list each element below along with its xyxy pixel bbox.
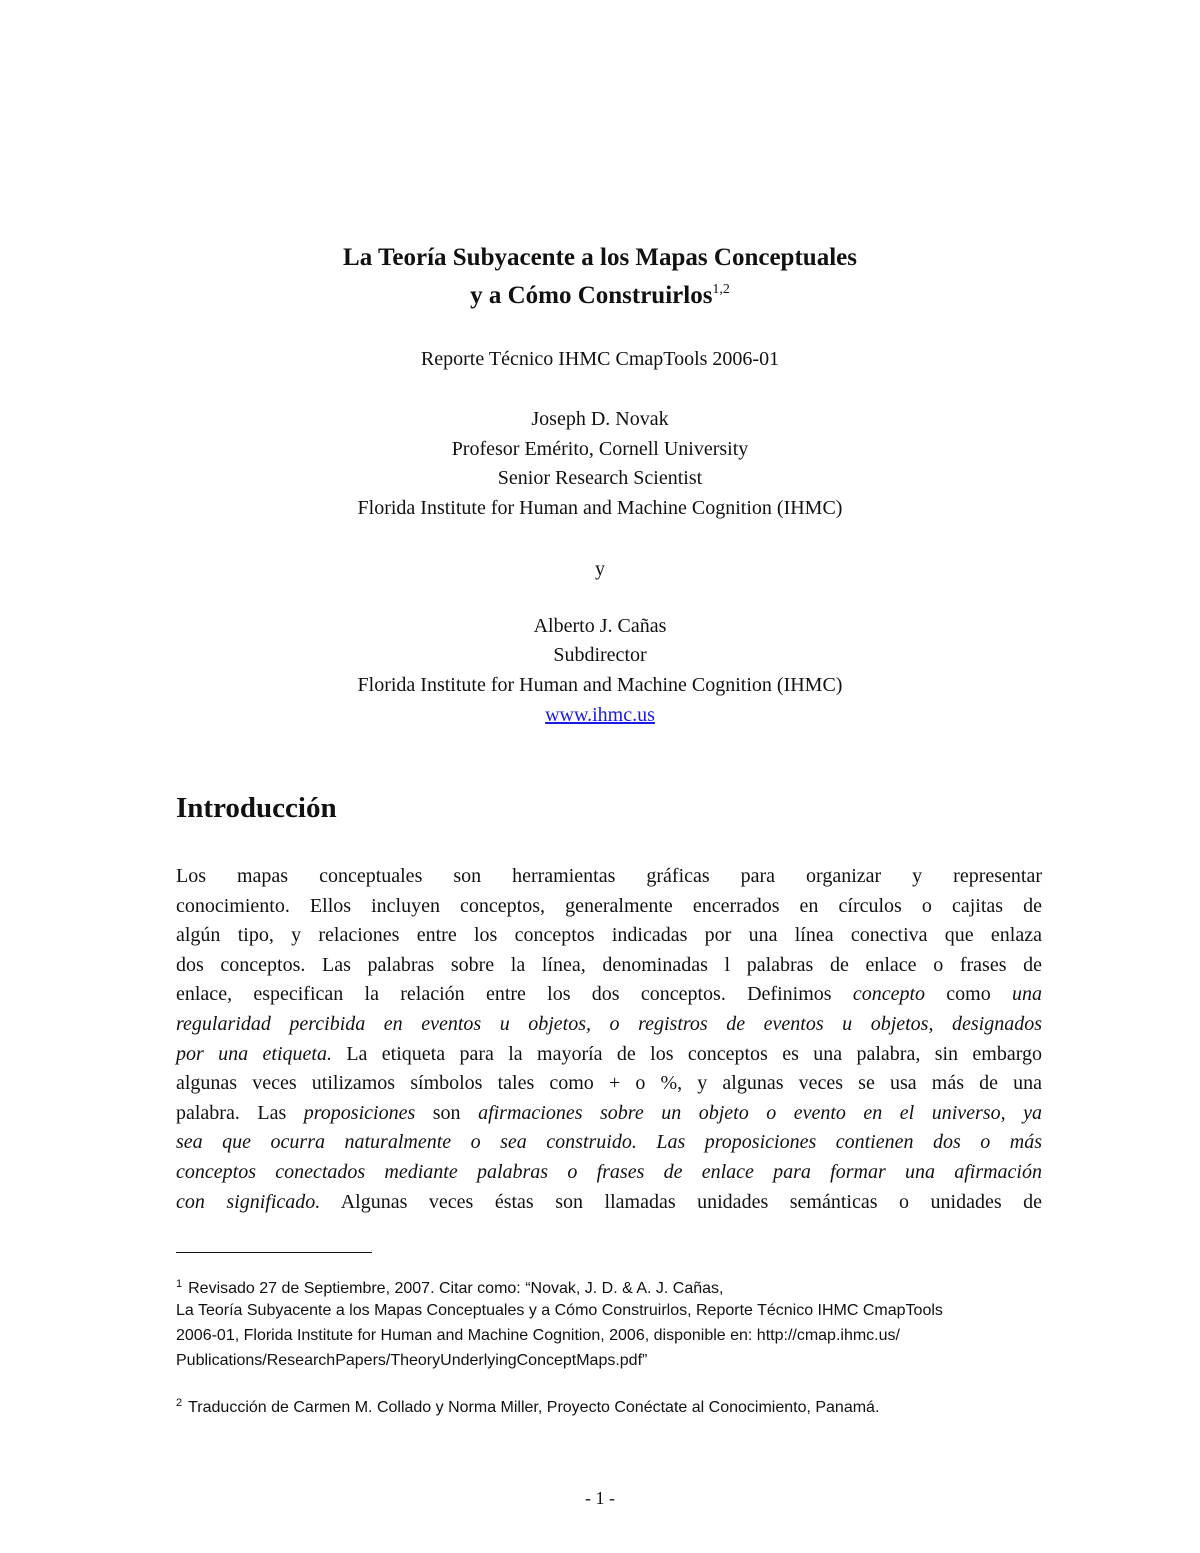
website-line: [0, 704, 1200, 727]
paragraph-line: dos conceptos. Las palabras sobre la línea, denominadas l palabras de enlace o frases de: [176, 953, 1042, 976]
document-title: [0, 244, 1200, 272]
title-line-2: y a Cómo Construirlos: [470, 282, 713, 309]
footnote-1-line-1: $^1$ Revisado 27 de Septiembre, 2007. Citar como: “Novak, J. D. & A. J. Cañas,: [176, 1278, 724, 1297]
section-heading: Introducción: [176, 792, 337, 824]
website-link[interactable]: www.ihmc.us: [545, 704, 655, 726]
title-footnote-marks[interactable]: 1,2: [712, 282, 730, 297]
author1-title: Profesor Emérito, Cornell University: [451, 438, 749, 460]
paragraph-line: algún tipo, y relaciones entre los conceptos indicadas por una línea conectiva que enlaza: [176, 924, 1042, 947]
paragraph-line: conceptos conectados mediante palabras o frases de enlace para formar una afirmación: [176, 1160, 1042, 1183]
document-title-line-2: [0, 282, 1200, 310]
author2-name: Alberto J. Cañas: [533, 615, 667, 637]
paragraph-line: palabra. Las proposiciones son afirmaciones sobre un objeto o evento en el universo, ya: [176, 1101, 1043, 1124]
author1-position: Senior Research Scientist: [497, 467, 703, 489]
footnote-1-mark: 1: [176, 1278, 183, 1290]
footnote-1-line-4: Publications/ResearchPapers/TheoryUnderlyingConceptMaps.pdf”: [176, 1352, 648, 1369]
intro-paragraph: [176, 862, 1042, 1217]
author2-title: Subdirector: [553, 644, 647, 666]
title-line-1: La Teoría Subyacente a los Mapas Conceptuales: [343, 244, 857, 271]
footnote-1-line-2: La Teoría Subyacente a los Mapas Conceptuales y a Cómo Construirlos, Reporte Técnico IHMC CmapTools: [176, 1302, 943, 1319]
paragraph-line: Los mapas conceptuales son herramientas gráficas para organizar y representar: [176, 865, 1042, 887]
paragraph-line: conocimiento. Ellos incluyen conceptos, generalmente encerrados en círculos o cajitas de: [176, 894, 1042, 917]
footnote-2: $^2$ Traducción de Carmen M. Collado y Norma Miller, Proyecto Conéctate al Conocimiento, Panamá.: [176, 1397, 880, 1416]
report-number: Reporte Técnico IHMC CmapTools 2006-01: [420, 348, 780, 370]
definition-italic: regularidad percibida en eventos u objetos, o registros de eventos u objetos, designados: [176, 1012, 1042, 1035]
footnote-1-line-3: 2006-01, Florida Institute for Human and Machine Cognition, 2006, disponible en: http://cmap.ihmc.us/: [176, 1327, 900, 1344]
page-number: - 1 -: [585, 1488, 615, 1508]
footnote-2-mark: 2: [176, 1397, 183, 1409]
term-concepto: concepto: [852, 983, 926, 1006]
author1-affiliation: Florida Institute for Human and Machine Cognition (IHMC): [357, 497, 843, 519]
author-conjunction: y: [595, 558, 605, 580]
paragraph-line: sea que ocurra naturalmente o sea construido. Las proposiciones contienen dos o más: [176, 1131, 1042, 1154]
author1-name: Joseph D. Novak: [531, 408, 669, 430]
paragraph-line: con significado. Algunas veces éstas son llamadas unidades semánticas o unidades de: [176, 1190, 1043, 1213]
paragraph-line: enlace, especifican la relación entre los dos conceptos. Definimos concepto como una: [176, 983, 1043, 1006]
paragraph-line: algunas veces utilizamos símbolos tales como + o %, y algunas veces se usa más de una: [176, 1072, 1042, 1095]
paragraph-line: [176, 1010, 1042, 1040]
paragraph-line: por una etiqueta. La etiqueta para la mayoría de los conceptos es una palabra, sin embargo: [176, 1042, 1043, 1065]
term-proposiciones: proposiciones: [303, 1101, 416, 1124]
footnote-separator: [176, 1252, 372, 1253]
author2-affiliation: Florida Institute for Human and Machine Cognition (IHMC): [357, 674, 843, 696]
